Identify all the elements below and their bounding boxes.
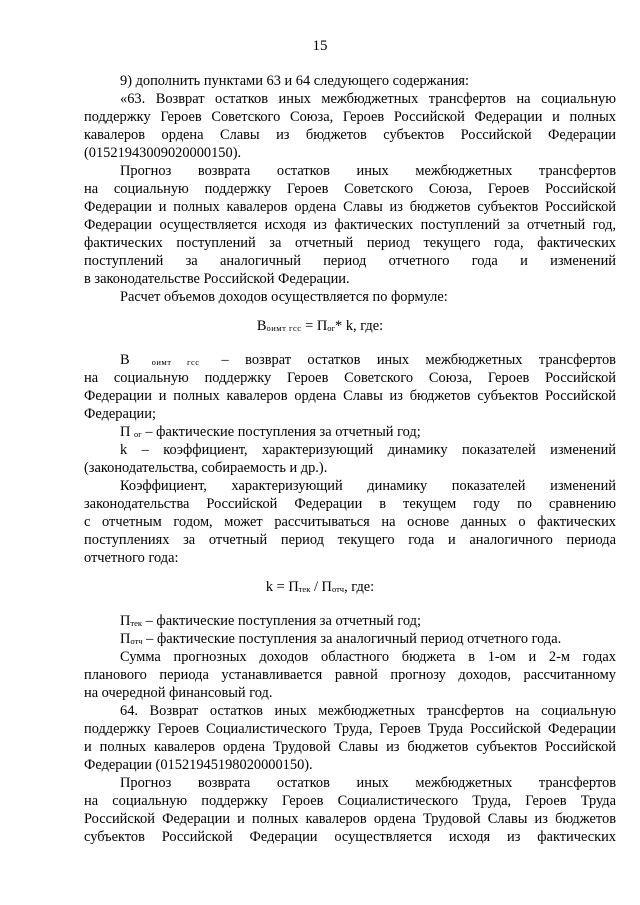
formula-operator: / П: [310, 579, 332, 595]
text-line: на социальную поддержку Героев Социалистического Труда, Героев Труда: [84, 793, 616, 809]
text-line: Федерации и полных кавалеров ордена Славы из бюджетов субъектов Российской: [84, 199, 616, 215]
formula-k: [0, 579, 640, 596]
page-number: 15: [312, 38, 328, 54]
definition-line: [120, 424, 616, 441]
text-line: Прогноз возврата остатков иных межбюджетных трансфертов: [120, 775, 616, 791]
formula-b-oimt-gss: [0, 318, 640, 335]
definition-subscript: оимт гсс: [151, 357, 200, 367]
text-line: «63. Возврат остатков иных межбюджетных трансфертов на социальную: [120, 91, 616, 107]
text-line: (01521943009020000150).: [84, 145, 242, 161]
definition-text: – возврат остатков иных межбюджетных трансфертов: [221, 352, 616, 368]
definition-subscript: тек: [130, 618, 143, 628]
definition-text: – фактические поступления за отчетный год;: [145, 424, 421, 440]
text-line: фактических поступлений за отчетный период текущего года, фактических: [84, 235, 616, 251]
definition-text: – фактические поступления за аналогичный период отчетного года.: [146, 631, 562, 647]
text-line: субъектов Российской Федерации осуществляется исходя из фактических: [84, 829, 616, 845]
text-line: поступлениях за отчетный период текущего года и аналогичного периода: [84, 532, 616, 548]
definition-symbol: П: [120, 613, 131, 629]
text-line: Федерации;: [84, 406, 156, 422]
definition-line: [120, 613, 616, 630]
text-line: с отчетным годом, может рассчитываться на основе данных о фактических: [84, 514, 616, 530]
text-line: поддержку Героев Социалистического Труда, Героев Труда Российской Федерации: [84, 721, 616, 737]
definition-text: – фактические поступления за отчетный год;: [145, 613, 422, 629]
definition-symbol: В: [120, 352, 130, 368]
text-line: k – коэффициент, характеризующий динамику показателей изменений: [120, 442, 616, 458]
formula-subscript: ог: [327, 323, 336, 333]
formula-subscript: оимт гсс: [266, 323, 302, 333]
text-line: 9) дополнить пунктами 63 и 64 следующего содержания:: [120, 73, 470, 89]
text-line: поддержку Героев Советского Союза, Героев Российской Федерации и полных: [84, 109, 616, 125]
formula-symbol: В: [256, 318, 267, 334]
text-line: Федерации осуществляется исходя из фактических поступлений за отчетный год,: [84, 217, 616, 233]
formula-rest: * k, где:: [335, 318, 384, 334]
text-line: Расчет объемов доходов осуществляется по формуле:: [120, 289, 448, 305]
definition-symbol: П: [120, 424, 131, 440]
formula-operator: =: [301, 318, 317, 334]
definition-subscript: отч: [130, 636, 143, 646]
formula-subscript: тек: [298, 584, 311, 594]
text-line: планового периода устанавливается равной прогнозу доходов, рассчитанному: [84, 667, 616, 683]
text-line: и полных кавалеров ордена Трудовой Славы из бюджетов субъектов Российской: [84, 739, 616, 755]
text-line: на очередной финансовый год.: [84, 685, 273, 701]
definition-symbol: П: [120, 631, 131, 647]
text-line: законодательства Российской Федерации в текущем году по сравнению: [84, 496, 616, 512]
formula-rest: , где:: [344, 579, 375, 595]
text-line: в законодательстве Российской Федерации.: [84, 271, 350, 287]
text-line: Сумма прогнозных доходов областного бюджета в 1-ом и 2-м годах: [120, 649, 616, 665]
definition-line: [120, 631, 616, 648]
formula-subscript: отч: [331, 584, 345, 594]
text-line: на социальную поддержку Героев Советского Союза, Героев Российской: [84, 370, 616, 386]
text-line: 64. Возврат остатков иных межбюджетных трансфертов на социальную: [120, 703, 616, 719]
text-line: кавалеров ордена Славы из бюджетов субъектов Российской Федерации: [84, 127, 616, 143]
formula-lead: k = П: [265, 579, 299, 595]
definition-line: [120, 352, 616, 369]
text-line: (законодательства, собираемость и др.).: [84, 460, 328, 476]
text-line: Российской Федерации и полных кавалеров ордена Трудовой Славы из бюджетов: [84, 811, 616, 827]
text-line: на социальную поддержку Героев Советского Союза, Героев Российской: [84, 181, 616, 197]
text-line: Федерации и полных кавалеров ордена Славы из бюджетов субъектов Российской: [84, 388, 616, 404]
text-line: поступлений за аналогичный период отчетного года и изменений: [84, 253, 616, 269]
text-line: Федерации (01521945198020000150).: [84, 757, 313, 773]
text-line: отчетного года:: [84, 550, 179, 566]
formula-symbol: П: [316, 318, 328, 334]
text-line: Коэффициент, характеризующий динамику показателей изменений: [120, 478, 616, 494]
text-line: Прогноз возврата остатков иных межбюджетных трансфертов: [120, 163, 616, 179]
definition-subscript: ог: [134, 429, 142, 439]
